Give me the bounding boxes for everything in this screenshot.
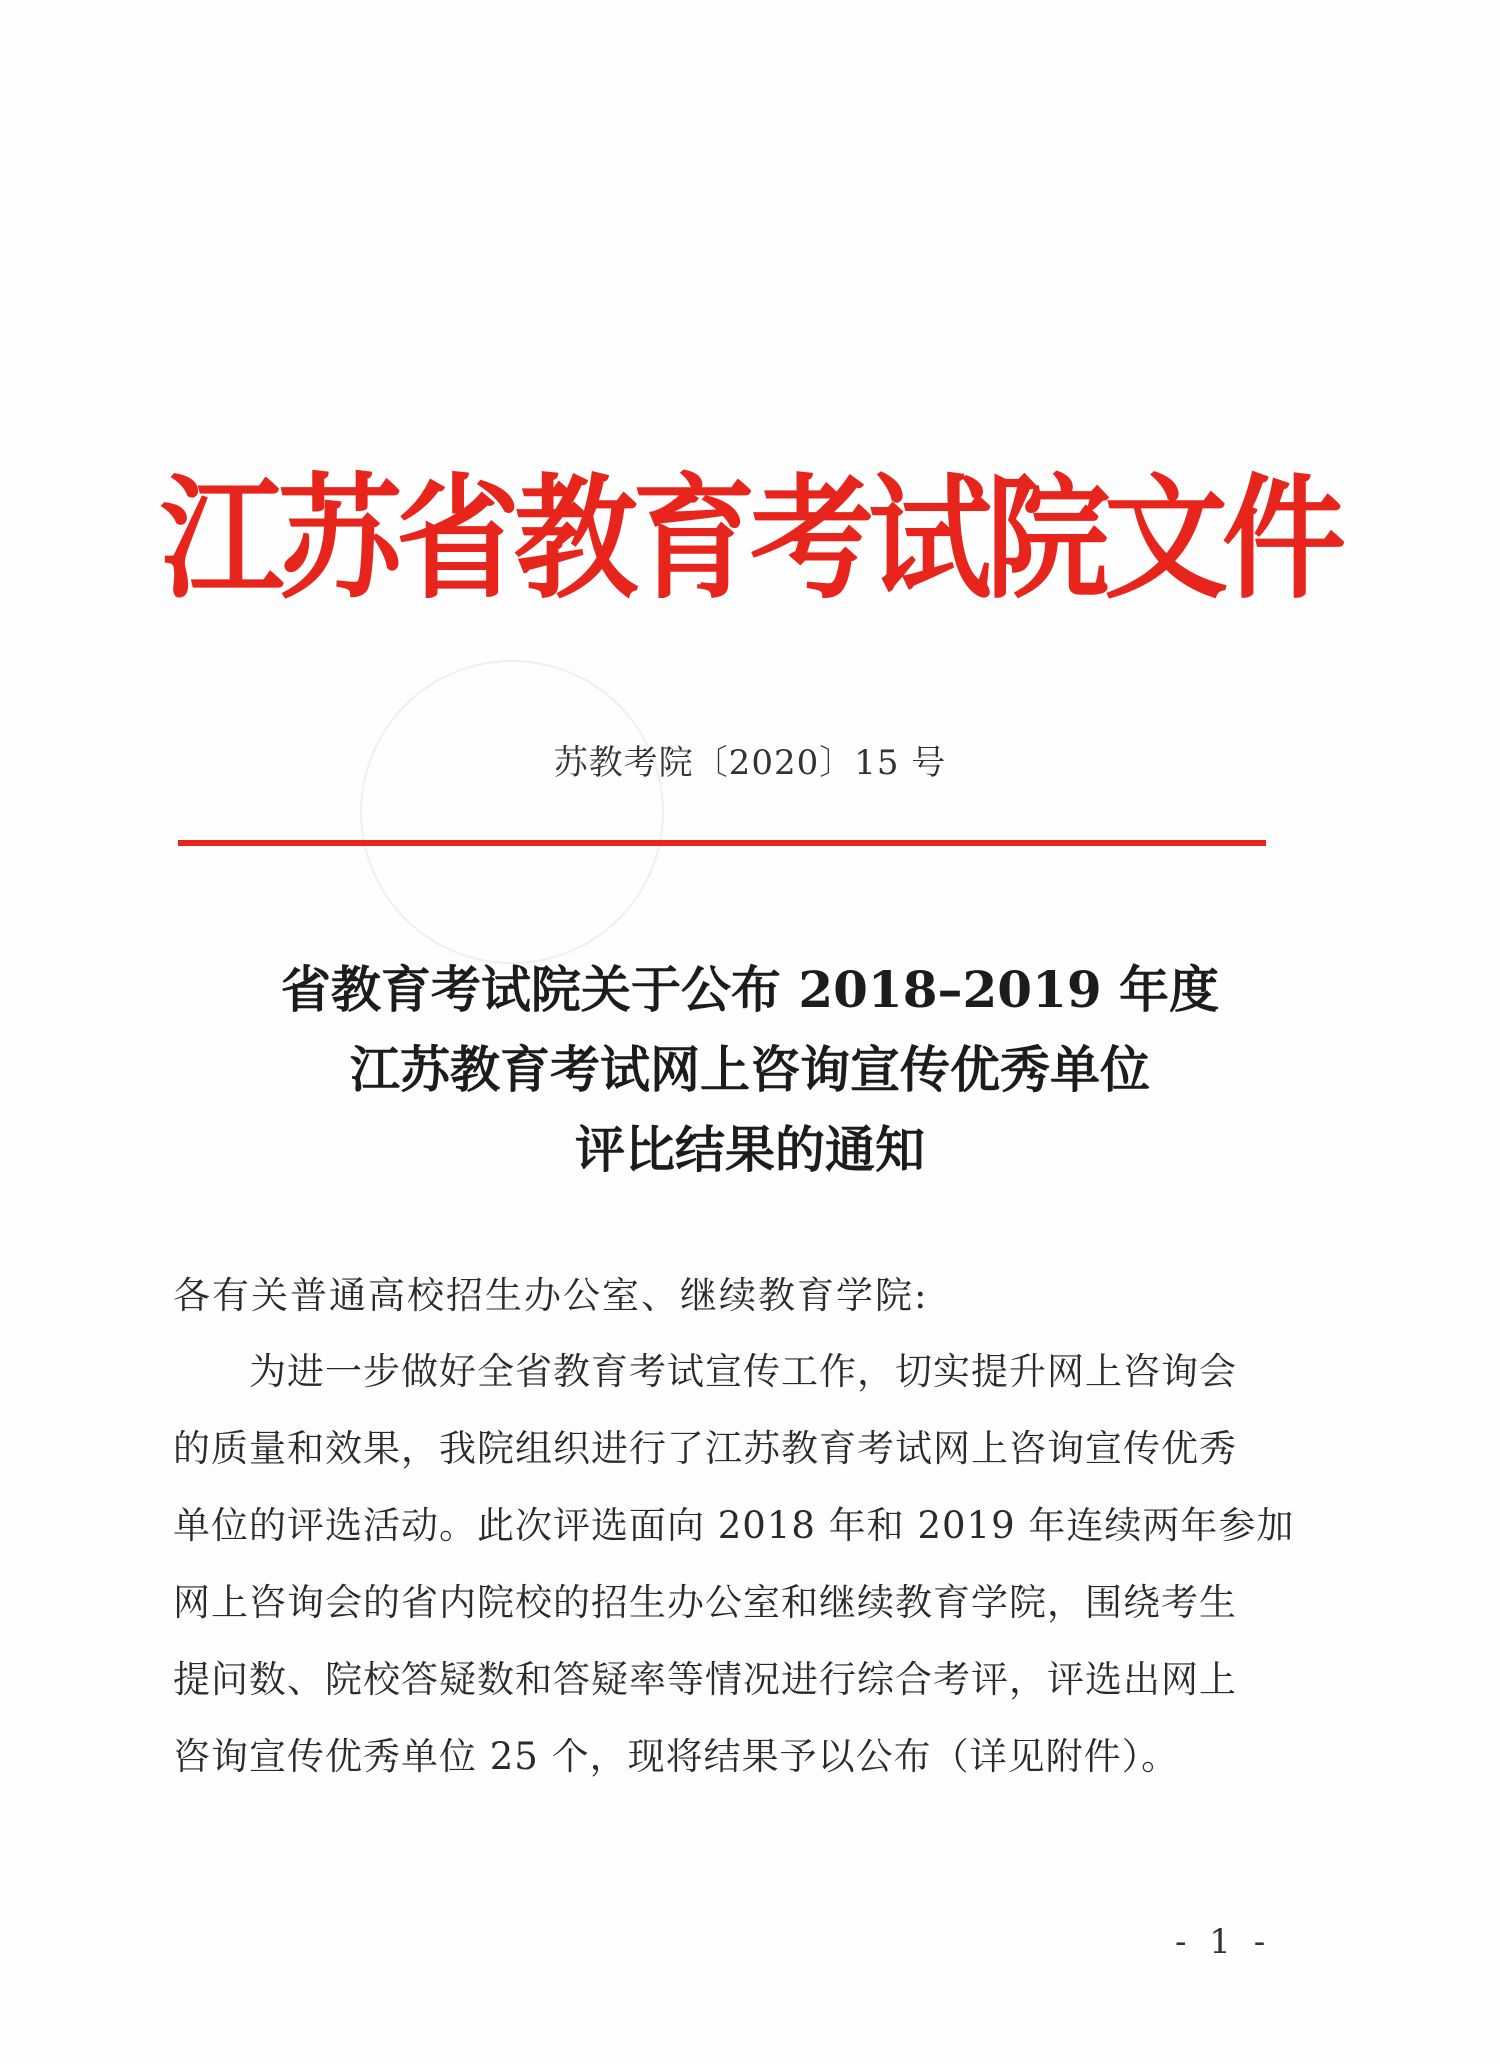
page-number: - 1 - (1175, 1922, 1272, 1962)
salutation: 各有关普通高校招生办公室、继续教育学院: (173, 1274, 929, 1317)
notice-title-line-3: 评比结果的通知 (575, 1120, 925, 1179)
notice-title-line-1: 省教育考试院关于公布 2018–2019 年度 (280, 960, 1220, 1019)
body-paragraph (173, 1333, 1295, 1795)
notice-title-line-2: 江苏教育考试网上咨询宣传优秀单位 (350, 1040, 1150, 1099)
body-line-5: 提问数、院校答疑数和答疑率等情况进行综合考评，评选出网上 (173, 1658, 1237, 1701)
body-line-1: 为进一步做好全省教育考试宣传工作，切实提升网上咨询会 (249, 1350, 1237, 1393)
red-separator-line (178, 840, 1266, 846)
faint-seal-impression (360, 660, 664, 964)
masthead-title: 江苏省教育考试院文件 (159, 462, 1340, 618)
body-line-6: 咨询宣传优秀单位 25 个，现将结果予以公布（详见附件）。 (173, 1735, 1180, 1778)
body-line-2: 的质量和效果，我院组织进行了江苏教育考试网上咨询宣传优秀 (173, 1427, 1237, 1470)
body-line-4: 网上咨询会的省内院校的招生办公室和继续教育学院，围绕考生 (173, 1581, 1237, 1624)
document-number: 苏教考院〔2020〕15 号 (553, 743, 947, 783)
notice-title (0, 950, 1500, 1190)
body-line-3: 单位的评选活动。此次评选面向 2018 年和 2019 年连续两年参加 (173, 1504, 1295, 1547)
